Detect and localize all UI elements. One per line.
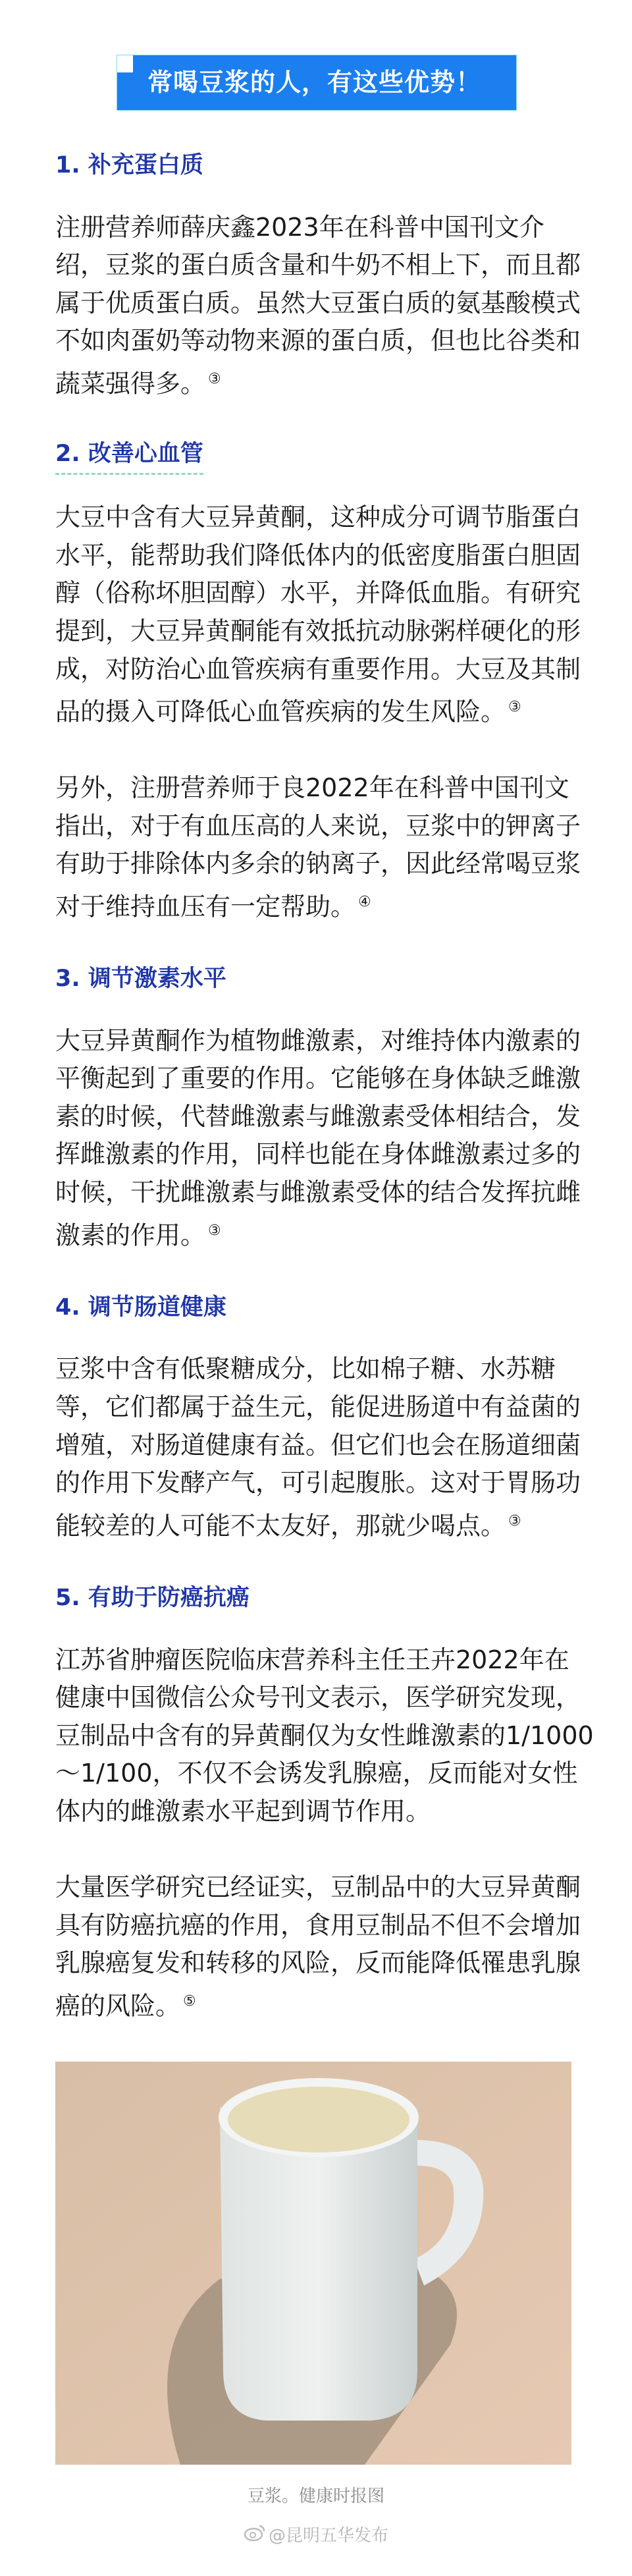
paragraph-line	[55, 1427, 581, 1465]
paragraph-line	[55, 613, 581, 651]
paragraph-line	[55, 769, 577, 808]
article-body	[55, 147, 594, 2025]
line-text: 对于维持血压有一定帮助。	[55, 892, 356, 921]
reference-marker: ③	[208, 370, 221, 387]
paragraph-line	[55, 285, 581, 323]
weibo-watermark	[0, 2523, 632, 2550]
line-text: 平衡起到了重要的作用。它能够在身体缺乏雌激	[55, 1064, 581, 1093]
section-heading: 3. 调节激素水平	[55, 966, 226, 993]
line-text: 增殖，对肠道健康有益。但它们也会在肠道细菌	[55, 1430, 581, 1460]
paragraph-line	[55, 1502, 577, 1545]
section-heading-row	[55, 1545, 577, 1641]
line-text: 能较差的人可能不太友好，那就少喝点。	[55, 1511, 506, 1541]
mug-image	[55, 2062, 571, 2465]
paragraph	[55, 1350, 581, 1545]
paragraph	[55, 1869, 581, 2025]
section-heading: 4. 调节肠道健康	[55, 1294, 226, 1321]
paragraph-line	[55, 537, 581, 575]
paragraph	[55, 1022, 581, 1255]
reference-marker: ③	[508, 699, 521, 716]
line-text: 品的摄入可降低心血管疾病的发生风险。	[55, 697, 506, 726]
paragraph-line	[55, 574, 581, 613]
line-text: 蔬菜强得多。	[55, 369, 206, 398]
paragraph-line	[55, 1136, 581, 1174]
line-text: 的作用下发酵产气，可引起腹胀。这对于胃肠功	[55, 1468, 581, 1498]
line-text: 乳腺癌复发和转移的风险，反而能降低罹患乳腺	[55, 1948, 581, 1978]
paragraph-line	[55, 1793, 577, 1831]
line-text: 大量医学研究已经证实，豆制品中的大豆异黄酮	[55, 1873, 581, 1902]
section-heading-row	[55, 1255, 577, 1351]
line-text: 挥雌激素的作用，同样也能在身体雌激素过多的	[55, 1139, 581, 1169]
paragraph-line	[55, 688, 577, 731]
paragraph-line	[55, 1755, 577, 1793]
paragraph-line	[55, 1679, 581, 1717]
line-text: 不如肉蛋奶等动物来源的蛋白质，但也比谷类和	[55, 326, 581, 356]
reference-marker: ③	[208, 1222, 221, 1239]
paragraph-line	[55, 1641, 577, 1680]
paragraph-line	[55, 209, 577, 247]
section-heading-row	[55, 147, 577, 209]
paragraph-line	[55, 1022, 581, 1060]
line-text: 时候，干扰雌激素与雌激素受体的结合发挥抗雌	[55, 1178, 581, 1207]
paragraph-line	[55, 1350, 577, 1388]
line-text: 体内的雌激素水平起到调节作用。	[55, 1797, 431, 1826]
section-heading-row	[55, 926, 577, 1022]
line-text: 江苏省肿瘤医院临床营养科主任王卉2022年在	[55, 1645, 569, 1674]
line-text: 注册营养师薛庆鑫2023年在科普中国刊文介	[55, 212, 544, 242]
paragraph-line	[55, 322, 581, 360]
reference-marker: ④	[358, 893, 371, 910]
line-text: 大豆异黄酮作为植物雌激素，对维持体内激素的	[55, 1026, 581, 1055]
paragraph-line	[55, 360, 577, 403]
paragraph-line	[55, 1717, 594, 1755]
weibo-icon	[244, 2523, 266, 2550]
paragraph-line	[55, 808, 581, 846]
line-text: 癌的风险。	[55, 1991, 181, 2021]
soy-milk-photo	[55, 2062, 571, 2465]
line-text: 提到，大豆异黄酮能有效抵抗动脉粥样硬化的形	[55, 617, 581, 645]
line-text: 属于优质蛋白质。虽然大豆蛋白质的氨基酸模式	[55, 288, 581, 317]
line-text: 成，对防治心血管疾病有重要作用。大豆及其制	[55, 654, 581, 684]
reference-marker: ⑤	[183, 1993, 196, 2010]
line-text: 激素的作用。	[55, 1220, 206, 1250]
line-text: 等，它们都属于益生元，能促进肠道中有益菌的	[55, 1392, 581, 1422]
line-text: 醇（俗称坏胆固醇）水平，并降低血脂。有研究	[55, 578, 581, 608]
line-text: 另外，注册营养师于良2022年在科普中国刊文	[55, 773, 569, 803]
paragraph	[55, 499, 581, 731]
paragraph	[55, 769, 581, 926]
paragraph-line	[55, 883, 577, 926]
photo-caption: 豆浆。健康时报图	[247, 2486, 384, 2507]
line-text: 大豆中含有大豆异黄酮，这种成分可调节脂蛋白	[55, 503, 581, 532]
paragraph-line	[55, 1212, 577, 1255]
paragraph-line	[55, 651, 581, 689]
paragraph-line	[55, 1907, 581, 1945]
paragraph-line	[55, 1944, 581, 1983]
line-text: 水平，能帮助我们降低体内的低密度脂蛋白胆固	[55, 540, 581, 570]
watermark-text: @昆明五华发布	[268, 2526, 388, 2546]
paragraph-line	[55, 1060, 581, 1098]
line-text: 豆浆中含有低聚糖成分，比如棉子糖、水苏糖	[55, 1354, 556, 1384]
paragraph-line	[55, 246, 581, 285]
paragraph-line	[55, 1098, 581, 1136]
line-text: 指出，对于有血压高的人来说，豆浆中的钾离子	[55, 811, 581, 840]
paragraph-line	[55, 845, 581, 883]
line-text: 绍，豆浆的蛋白质含量和牛奶不相上下，而且都	[55, 250, 581, 280]
paragraph-line	[55, 499, 581, 537]
paragraph-line	[55, 1174, 581, 1212]
section-heading-row	[55, 403, 577, 499]
line-text: ～1/100，不仅不会诱发乳腺癌，反而能对女性	[55, 1759, 578, 1788]
section-heading: 2. 改善心血管	[55, 437, 203, 475]
line-text: 豆制品中含有的异黄酮仅为女性雌激素的1/1000	[55, 1720, 594, 1750]
paragraph-line	[55, 1464, 581, 1502]
section-heading: 1. 补充蛋白质	[55, 152, 203, 178]
line-text: 健康中国微信公众号刊文表示，医学研究发现，	[55, 1683, 581, 1713]
paragraph	[55, 1641, 594, 1831]
article-title: 常喝豆浆的人，有这些优势！	[147, 68, 482, 97]
paragraph-line	[55, 1983, 577, 2025]
line-text: 具有防癌抗癌的作用，食用豆制品不但不会增加	[55, 1910, 581, 1940]
line-text: 有助于排除体内多余的钠离子，因此经常喝豆浆	[55, 849, 581, 879]
paragraph-line	[55, 1388, 581, 1427]
paragraph	[55, 209, 581, 404]
line-text: 素的时候，代替雌激素与雌激素受体相结合，发	[55, 1101, 581, 1131]
paragraph-line	[55, 1869, 581, 1907]
reference-marker: ③	[508, 1512, 521, 1529]
section-heading: 5. 有助于防癌抗癌	[55, 1585, 250, 1612]
